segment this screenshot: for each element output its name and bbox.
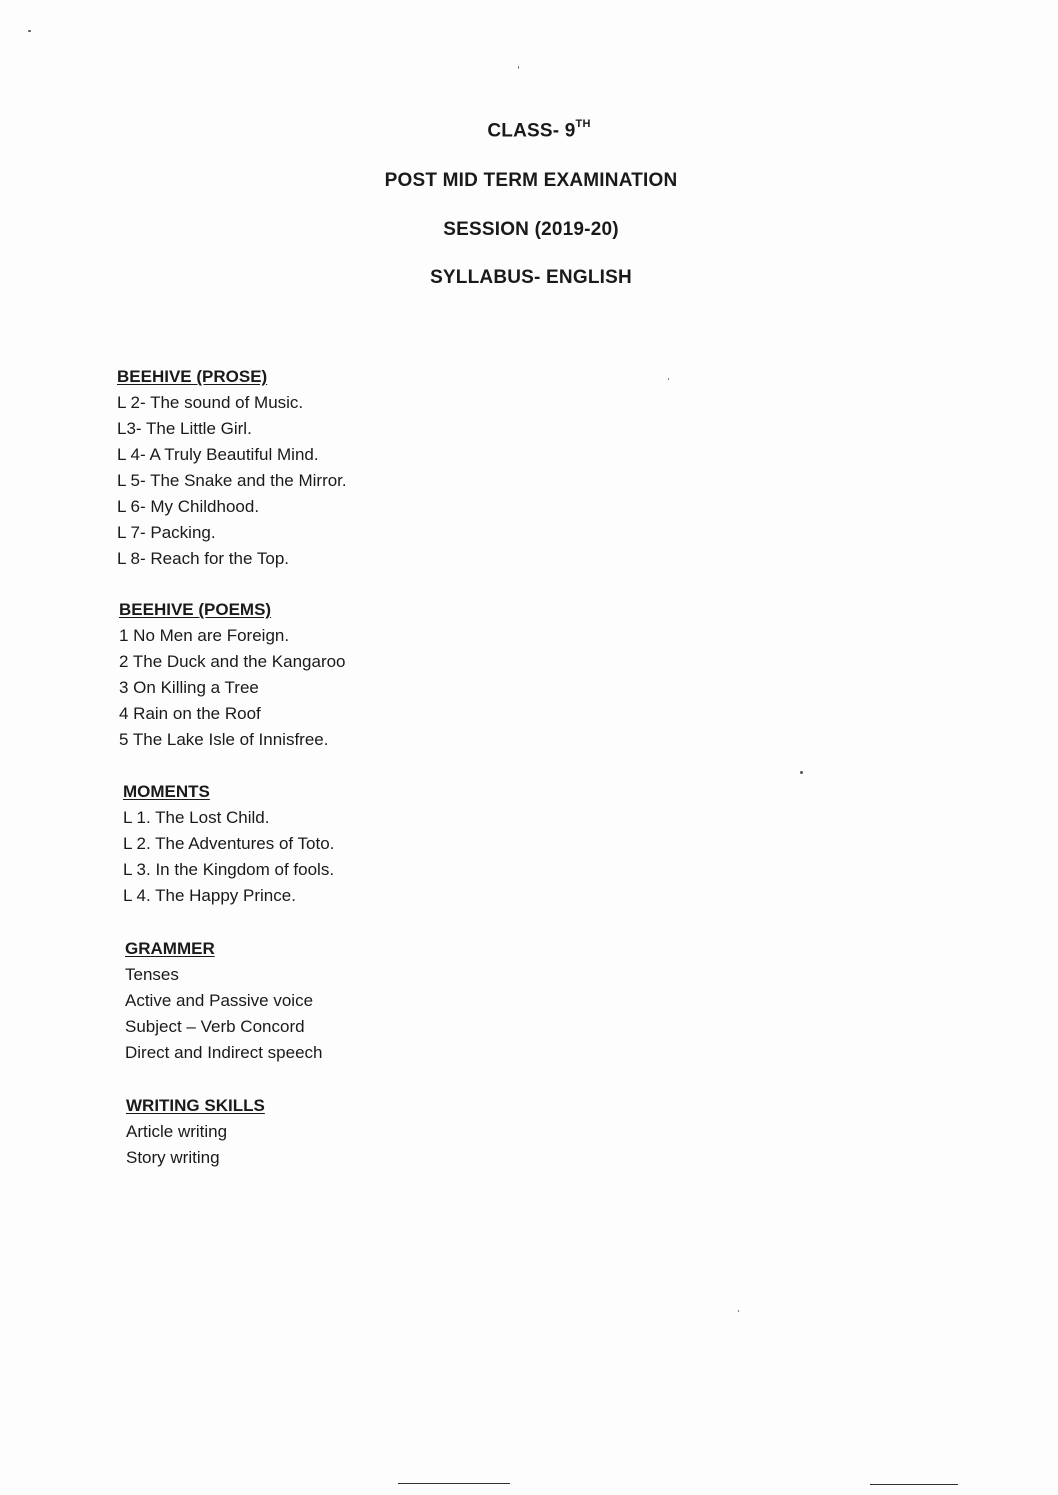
- section-title: GRAMMER: [125, 939, 215, 958]
- list-item: L 2- The sound of Music.: [117, 393, 304, 412]
- list-item: L 7- Packing.: [117, 523, 216, 542]
- section-title: BEEHIVE (PROSE): [117, 367, 268, 386]
- exam-heading: POST MID TERM EXAMINATION: [384, 170, 678, 191]
- list-item: Active and Passive voice: [125, 991, 314, 1010]
- list-item: Story writing: [126, 1148, 220, 1167]
- list-item: L 1. The Lost Child.: [123, 808, 270, 827]
- scan-speck: [28, 30, 31, 32]
- section-title: BEEHIVE (POEMS): [119, 600, 272, 619]
- list-item: 4 Rain on the Roof: [119, 704, 261, 723]
- list-item: L 4- A Truly Beautiful Mind.: [117, 445, 319, 464]
- section-grammer: [125, 936, 323, 1066]
- list-item: 1 No Men are Foreign.: [119, 626, 290, 645]
- class-superscript: TH: [575, 118, 591, 130]
- scan-speck: [738, 1310, 739, 1312]
- section-writing-skills: [126, 1093, 265, 1171]
- list-item: 5 The Lake Isle of Innisfree.: [119, 730, 329, 749]
- class-label: CLASS- 9: [487, 120, 576, 142]
- section-beehive-prose: [117, 364, 347, 572]
- class-heading: [10, 120, 1058, 142]
- section-title: MOMENTS: [123, 782, 210, 801]
- list-item: 2 The Duck and the Kangaroo: [119, 652, 346, 671]
- list-item: L 8- Reach for the Top.: [117, 549, 289, 568]
- list-item: L 2. The Adventures of Toto.: [123, 834, 335, 853]
- section-title: WRITING SKILLS: [126, 1096, 265, 1115]
- list-item: 3 On Killing a Tree: [119, 678, 259, 697]
- list-item: Direct and Indirect speech: [125, 1043, 323, 1062]
- section-moments: [123, 779, 334, 909]
- list-item: Tenses: [125, 965, 179, 984]
- list-item: L 3. In the Kingdom of fools.: [123, 860, 335, 879]
- syllabus-heading: SYLLABUS- ENGLISH: [430, 267, 632, 288]
- scan-speck: [800, 771, 803, 774]
- list-item: Subject – Verb Concord: [125, 1017, 305, 1036]
- list-item: L 5- The Snake and the Mirror.: [117, 471, 347, 490]
- list-item: L 6- My Childhood.: [117, 497, 260, 516]
- bottom-rule: [398, 1483, 510, 1484]
- section-beehive-poems: [119, 597, 346, 753]
- scan-speck: [518, 66, 519, 69]
- scan-speck: [668, 378, 669, 380]
- list-item: L 4. The Happy Prince.: [123, 886, 296, 905]
- bottom-rule: [870, 1484, 958, 1485]
- list-item: Article writing: [126, 1122, 228, 1141]
- list-item: L3- The Little Girl.: [117, 419, 252, 438]
- session-heading: SESSION (2019-20): [443, 219, 619, 240]
